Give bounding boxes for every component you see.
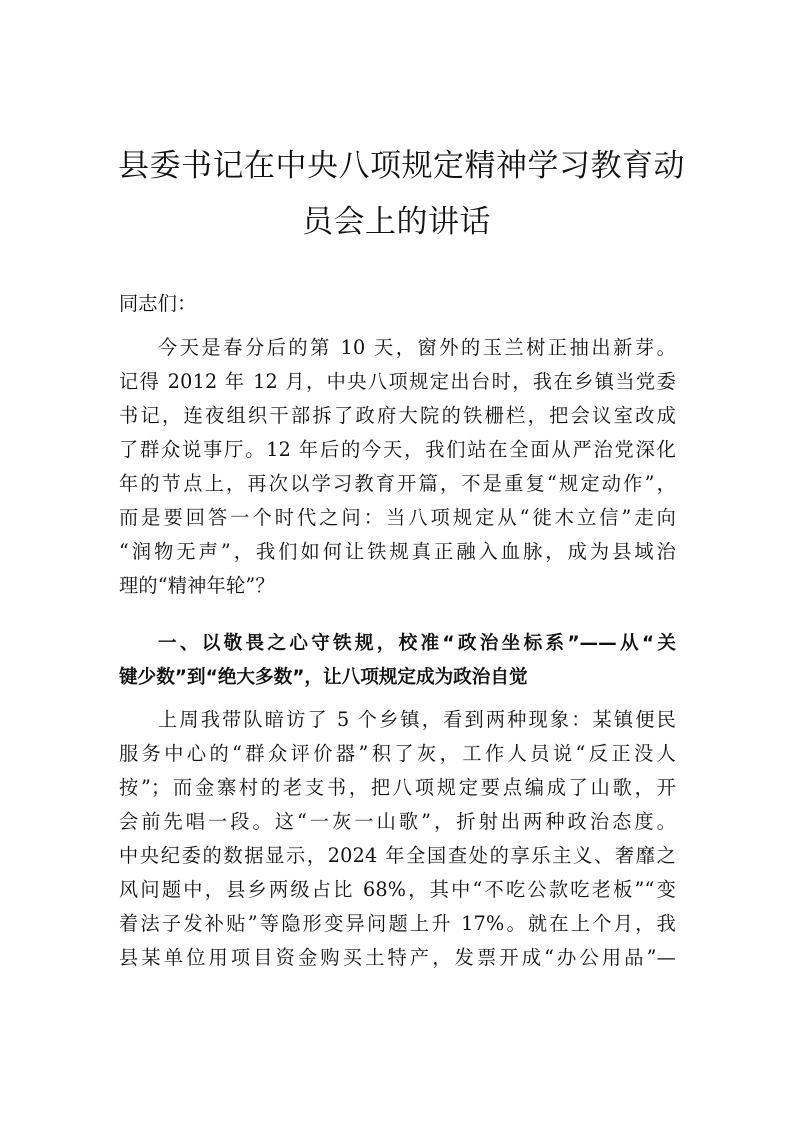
- paragraph-line: 记得 2012 年 12 月，中央八项规定出台时，我在乡镇当党委: [119, 370, 676, 393]
- title-line: 员会上的讲话: [302, 204, 491, 240]
- paragraph-line: 书记，连夜组织干部拆了政府大院的铁栅栏，把会议室改成: [119, 404, 676, 427]
- paragraph-line: 上周我带队暗访了 5 个乡镇，看到两种现象：某镇便民: [158, 708, 676, 731]
- paragraph-line: 而是要回答一个时代之问：当八项规定从“徙木立信”走向: [119, 506, 676, 529]
- title-line: 县委书记在中央八项规定精神学习教育动: [118, 148, 685, 184]
- paragraph-line: 理的“精神年轮”？: [119, 574, 275, 597]
- paragraph-line: 按”；而金寨村的老支书，把八项规定要点编成了山歌，开: [119, 776, 676, 799]
- paragraph-line: 县某单位用项目资金购买土特产，发票开成“办公用品”—: [119, 946, 676, 969]
- paragraph-line: 着法子发补贴”等隐形变异问题上升 17%。就在上个月，我: [119, 912, 676, 935]
- paragraph-line: 会前先唱一段。这“一灰一山歌”，折射出两种政治态度。: [119, 810, 676, 833]
- section-heading-line: 一、以敬畏之心守铁规，校准“政治坐标系”——从“关: [158, 633, 676, 654]
- salutation: 同志们：: [119, 292, 197, 315]
- paragraph-line: 中央纪委的数据显示，2024 年全国查处的享乐主义、奢靡之: [119, 844, 676, 867]
- paragraph-line: 今天是春分后的第 10 天，窗外的玉兰树正抽出新芽。: [158, 336, 676, 359]
- paragraph-line: 服务中心的“群众评价器”积了灰，工作人员说“反正没人: [119, 742, 676, 765]
- section-heading-line: 键少数”到“绝大多数”，让八项规定成为政治自觉: [119, 667, 528, 688]
- paragraph-line: 风问题中，县乡两级占比 68%，其中“不吃公款吃老板”“变: [119, 878, 676, 901]
- paragraph-line: 年的节点上，再次以学习教育开篇，不是重复“规定动作”，: [119, 472, 676, 495]
- document-title: [118, 138, 685, 250]
- paragraph-line: “润物无声”，我们如何让铁规真正融入血脉，成为县域治: [119, 540, 676, 563]
- paragraph-line: 了群众说事厅。12 年后的今天，我们站在全面从严治党深化: [119, 438, 676, 461]
